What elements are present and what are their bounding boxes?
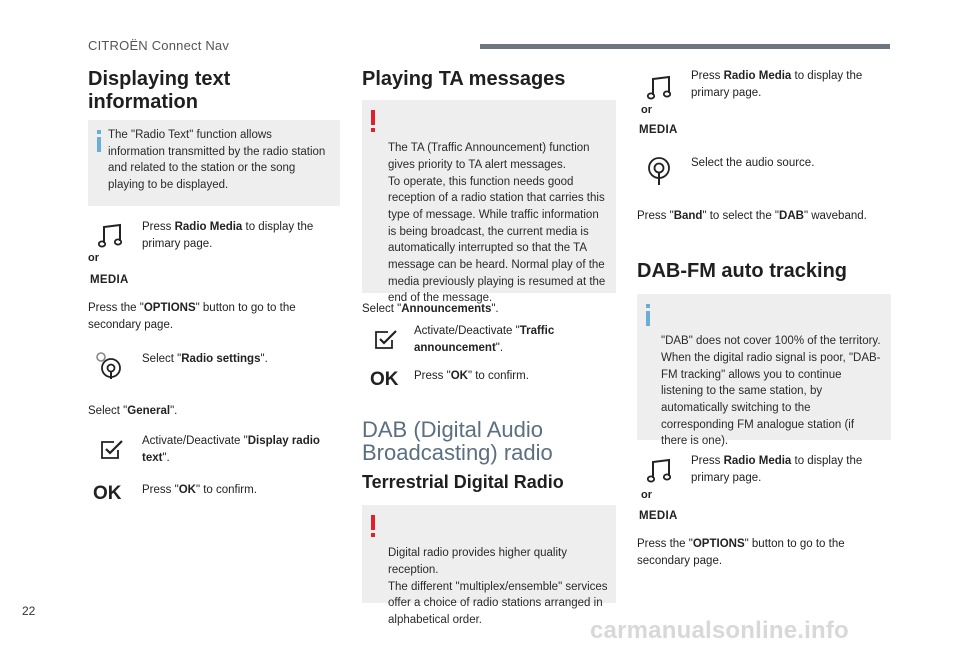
step-confirm-ok: OK Press "OK" to confirm. — [370, 369, 529, 390]
column-3 — [637, 60, 893, 580]
column-1 — [88, 60, 340, 540]
step-confirm-ok: OK Press "OK" to confirm. — [93, 483, 257, 504]
radio-settings-icon — [94, 350, 124, 380]
media-label: MEDIA — [90, 274, 129, 286]
radio-source-icon — [645, 156, 673, 186]
music-note-icon — [647, 458, 675, 486]
media-label: MEDIA — [639, 510, 678, 522]
brand-header: CITROËN Connect Nav — [88, 38, 230, 53]
warning-icon — [371, 110, 375, 132]
step-traffic-announcement: Activate/Deactivate "Traffic announcement". — [362, 322, 616, 358]
checkbox-check-icon — [100, 439, 126, 461]
step-radio-media: or MEDIA Press Radio Media to display the primary page. — [639, 455, 863, 522]
ok-icon: OK — [370, 369, 399, 390]
section-title-ta-messages: Playing TA messages — [362, 68, 566, 90]
step-display-radio-text: Activate/Deactivate "Display radio text". — [88, 432, 340, 468]
para-options: Press the "OPTIONS" button to go to the secondary page. — [637, 538, 845, 567]
page-number: 22 — [22, 604, 36, 618]
section-title-dab-fm: DAB-FM auto tracking — [637, 260, 847, 282]
info-note-dab-fm: "DAB" does not cover 100% of the territory. When the digital radio signal is poor, "DAB-FM tracking" allows you to continue listening to the same station, by automatically switching to the corresponding FM analogue station (if there is one). — [637, 294, 891, 440]
step-radio-settings: Select "Radio settings". — [88, 350, 340, 386]
section-title-text-info: Displaying text information — [88, 68, 231, 113]
warning-note-digital-radio: Digital radio provides higher quality reception. The different "multiplex/ensemble" services offer a choice of radio stations arranged in alphabetical order. — [362, 505, 616, 603]
section-title-dab: DAB (Digital Audio Broadcasting) radio — [362, 417, 553, 466]
step-radio-media: or MEDIA Press Radio Media to display the primary page. — [88, 221, 314, 286]
ok-icon: OK — [93, 483, 122, 504]
info-note-radio-text: The "Radio Text" function allows information transmitted by the radio station and related to the station or the song playing to be displayed. — [88, 120, 340, 206]
music-note-icon — [98, 223, 126, 251]
column-2 — [362, 60, 616, 627]
para-options: Press the "OPTIONS" button to go to the secondary page. — [88, 302, 296, 331]
step-audio-source: Select the audio source. — [637, 154, 893, 190]
watermark: carmanualsonline.info — [590, 617, 849, 644]
para-general: Select "General". — [88, 405, 178, 417]
or-label: or — [641, 489, 652, 501]
or-label: or — [88, 252, 99, 264]
section-title-terrestrial: Terrestrial Digital Radio — [362, 472, 564, 492]
para-band: Press "Band" to select the "DAB" waveband. — [637, 210, 867, 222]
info-icon — [646, 304, 650, 326]
info-icon — [97, 130, 101, 152]
music-note-icon — [647, 75, 675, 103]
checkbox-check-icon — [374, 329, 400, 351]
para-announcements: Select "Announcements". — [362, 303, 499, 315]
step-radio-media: or MEDIA Press Radio Media to display the primary page. — [639, 70, 863, 136]
media-label: MEDIA — [639, 124, 678, 136]
header-divider-bar — [480, 44, 890, 49]
or-label: or — [641, 104, 652, 116]
warning-note-ta: The TA (Traffic Announcement) function gives priority to TA alert messages. To operate, this function needs good reception of a radio station that carries this type of message. While traffic information is being broadcast, the current media is automatically interrupted so that the TA message can be heard. Normal play of the media previously playing is resumed at the end of the message. — [362, 100, 616, 293]
warning-icon — [371, 515, 375, 537]
